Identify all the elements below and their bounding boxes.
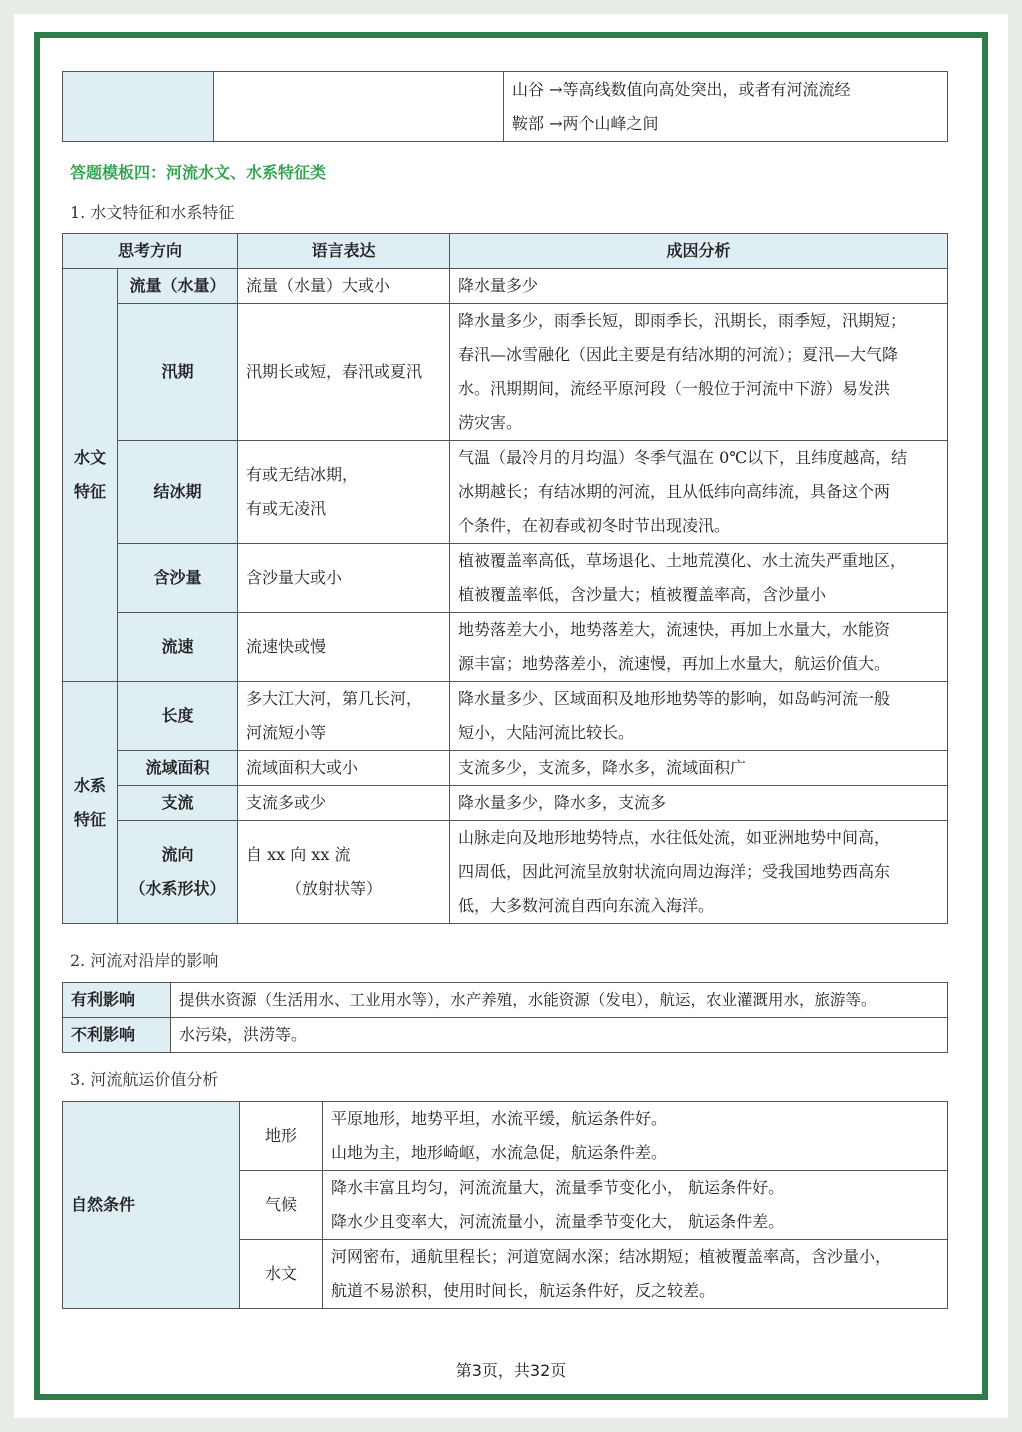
cause-line: 源丰富；地势落差小，流速慢，再加上水量大，航运价值大。: [458, 654, 891, 673]
group-river-system: [63, 682, 118, 924]
cause-line: 短小，大陆河流比较长。: [458, 723, 635, 742]
nav-factor-terrain: 地形: [240, 1102, 323, 1171]
expr-line: （放射状等）: [286, 879, 383, 898]
cause-length: [450, 682, 948, 751]
top-row-saddle: 鞍部 →两个山峰之间: [512, 113, 659, 133]
expr-line: 自 xx 向 xx 流: [246, 845, 351, 864]
dir-flood: 汛期: [118, 304, 238, 441]
dir-line: （水系形状）: [129, 879, 226, 898]
cause-sediment: [450, 544, 948, 613]
nav-text-terrain: [323, 1102, 948, 1171]
expr-sediment: 含沙量大或小: [238, 544, 450, 613]
subsection-1-title: 1. 水文特征和水系特征: [70, 203, 235, 222]
dir-sediment: 含沙量: [118, 544, 238, 613]
impact-table: [62, 982, 948, 1053]
header-cause: 成因分析: [450, 234, 948, 269]
cause-line: 降水量多少，雨季长短，即雨季长，汛期长，雨季短，汛期短；: [458, 311, 907, 330]
subsection-2-title: 2. 河流对沿岸的影响: [70, 951, 219, 970]
expr-ice: [238, 441, 450, 544]
cause-line: 山脉走向及地形地势特点，水往低处流，如亚洲地势中间高，: [458, 828, 891, 847]
top-table-empty-cell: [214, 72, 504, 142]
impact-positive-label: 有利影响: [63, 983, 171, 1018]
nav-group-natural: 自然条件: [63, 1102, 240, 1309]
top-row-valley: 山谷 →等高线数值向高处突出，或者有河流流经: [512, 79, 851, 99]
cause-line: 气温（最冷月的月均温）冬季气温在 0℃以下，且纬度越高，结: [458, 448, 908, 467]
cause-line: 地势落差大小，地势落差大，流速快，再加上水量大，水能资: [458, 620, 891, 639]
navigation-table: [62, 1101, 948, 1309]
nav-factor-hydrology: 水文: [240, 1240, 323, 1309]
cause-basin-area: 支流多少，支流多，降水多，流域面积广: [450, 751, 948, 786]
nav-factor-climate: 气候: [240, 1171, 323, 1240]
cause-speed: [450, 613, 948, 682]
cause-flood: [450, 304, 948, 441]
nav-line: 降水少且变率大，河流流量小，流量季节变化大， 航运条件差。: [331, 1212, 785, 1231]
expr-flood: 汛期长或短，春汛或夏汛: [238, 304, 450, 441]
dir-ice: 结冰期: [118, 441, 238, 544]
group-hydrology-line1: 水文: [73, 448, 106, 467]
expr-flow: 流量（水量）大或小: [238, 269, 450, 304]
cause-line: 春汛—冰雪融化（因此主要是有结冰期的河流）；夏汛—大气降: [458, 345, 899, 364]
nav-line: 山地为主，地形崎岖，水流急促，航运条件差。: [331, 1143, 668, 1162]
nav-text-climate: [323, 1171, 948, 1240]
impact-negative-label: 不利影响: [63, 1018, 171, 1053]
expr-length: [238, 682, 450, 751]
header-expression: 语言表达: [238, 234, 450, 269]
cause-line: 冰期越长；有结冰期的河流，且从低纬向高纬流，具备这个两: [458, 482, 891, 501]
cause-line: 植被覆盖率低，含沙量大；植被覆盖率高，含沙量小: [458, 585, 827, 604]
group-hydrology: [63, 269, 118, 682]
nav-text-hydrology: [323, 1240, 948, 1309]
nav-line: 平原地形，地势平坦，水流平缓，航运条件好。: [331, 1109, 668, 1128]
group-system-line1: 水系: [73, 775, 106, 795]
header-direction: 思考方向: [63, 234, 238, 269]
expr-flow-direction: [238, 821, 450, 924]
dir-length: 长度: [118, 682, 238, 751]
impact-negative-text: 水污染，洪涝等。: [171, 1018, 948, 1053]
dir-basin-area: 流域面积: [118, 751, 238, 786]
expr-tributary: 支流多或少: [238, 786, 450, 821]
expr-line: 有或无结冰期，: [246, 465, 359, 484]
dir-line: 流向: [161, 845, 194, 864]
expr-line: 有或无凌汛: [246, 499, 327, 518]
cause-ice: [450, 441, 948, 544]
page-footer: 第3页，共32页: [455, 1361, 567, 1380]
cause-line: 个条件，在初春或初冬时节出现凌汛。: [458, 516, 731, 535]
subsection-3-title: 3. 河流航运价值分析: [70, 1070, 219, 1089]
nav-line: 降水丰富且均匀，河流流量大，流量季节变化小， 航运条件好。: [331, 1178, 785, 1197]
section-title: 答题模板四：河流水文、水系特征类: [70, 163, 327, 182]
top-table: [62, 71, 948, 142]
expr-speed: 流速快或慢: [238, 613, 450, 682]
impact-positive-text: 提供水资源（生活用水、工业用水等），水产养殖，水能资源（发电），航运，农业灌溉用水，旅游等。: [171, 983, 948, 1018]
expr-basin-area: 流域面积大或小: [238, 751, 450, 786]
expr-line: 多大江大河，第几长河，: [246, 689, 423, 708]
cause-flow: 降水量多少: [450, 269, 948, 304]
cause-line: 低，大多数河流自西向东流入海洋。: [458, 896, 715, 915]
hydrology-table: [62, 233, 948, 924]
top-table-shaded-cell: [63, 72, 214, 142]
cause-tributary: 降水量多少，降水多，支流多: [450, 786, 948, 821]
cause-flow-direction: [450, 821, 948, 924]
group-system-line2: 特征: [73, 809, 106, 829]
dir-flow: 流量（水量）: [118, 269, 238, 304]
group-hydrology-line2: 特征: [73, 482, 106, 501]
expr-line: 河流短小等: [246, 723, 327, 742]
cause-line: 植被覆盖率高低，草场退化、土地荒漠化、水土流失严重地区，: [458, 551, 907, 570]
cause-line: 水。汛期期间，流经平原河段（一般位于河流中下游）易发洪: [458, 379, 891, 398]
cause-line: 涝灾害。: [458, 413, 523, 432]
nav-line: 航道不易淤积，使用时间长，航运条件好，反之较差。: [331, 1281, 716, 1300]
nav-line: 河网密布，通航里程长；河道宽阔水深；结冰期短；植被覆盖率高，含沙量小，: [331, 1247, 892, 1266]
top-table-text-cell: [504, 72, 948, 142]
cause-line: 降水量多少、区域面积及地形地势等的影响，如岛屿河流一般: [458, 689, 891, 708]
cause-line: 四周低，因此河流呈放射状流向周边海洋；受我国地势西高东: [458, 862, 891, 881]
dir-speed: 流速: [118, 613, 238, 682]
dir-tributary: 支流: [118, 786, 238, 821]
dir-flow-direction: [118, 821, 238, 924]
